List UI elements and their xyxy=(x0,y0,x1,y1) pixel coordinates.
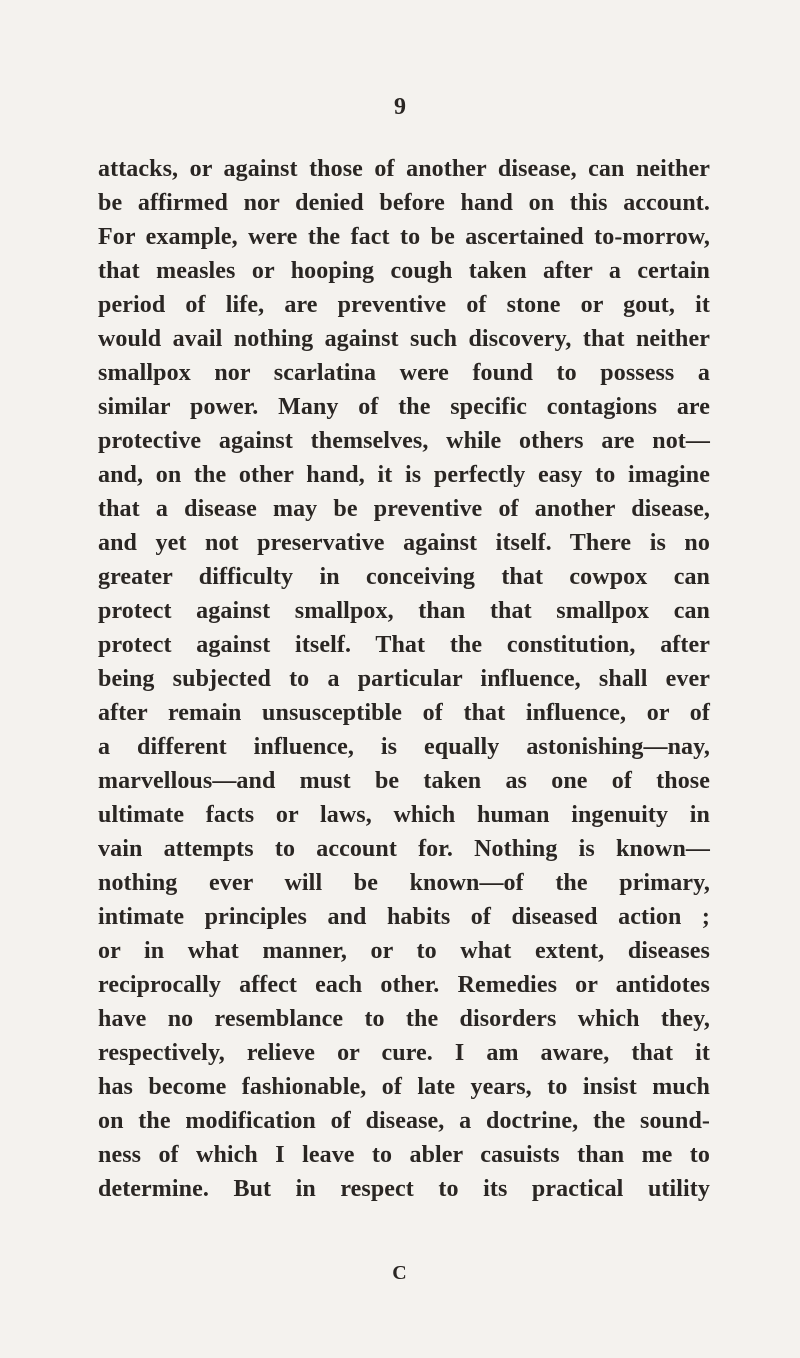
text-line: determine. But in respect to its practical utility xyxy=(98,1176,710,1202)
text-line: have no resemblance to the disorders which they, xyxy=(98,1006,710,1032)
page-number: 9 xyxy=(394,94,406,120)
body-text xyxy=(98,152,710,1206)
text-line: intimate principles and habits of diseased action ; xyxy=(98,904,710,930)
text-line: protect against smallpox, than that smallpox can xyxy=(98,598,710,624)
text-line: a different influence, is equally astonishing—nay, xyxy=(98,734,710,760)
text-line: protective against themselves, while others are not— xyxy=(98,428,710,454)
text-line: nothing ever will be known—of the primary, xyxy=(98,870,710,896)
text-line: marvellous—and must be taken as one of those xyxy=(98,768,710,794)
text-line: and, on the other hand, it is perfectly easy to imagine xyxy=(98,462,710,488)
text-line: similar power. Many of the specific contagions are xyxy=(98,394,710,420)
text-line: For example, were the fact to be ascertained to-morrow, xyxy=(98,224,710,250)
text-line: being subjected to a particular influence, shall ever xyxy=(98,666,710,692)
text-line: after remain unsusceptible of that influence, or of xyxy=(98,700,710,726)
text-line: and yet not preservative against itself. There is no xyxy=(98,530,710,556)
text-line: would avail nothing against such discovery, that neither xyxy=(98,326,710,352)
text-line: greater difficulty in conceiving that cowpox can xyxy=(98,564,710,590)
text-line: that measles or hooping cough taken after a certain xyxy=(98,258,710,284)
text-line: period of life, are preventive of stone or gout, it xyxy=(98,292,710,318)
text-line: vain attempts to account for. Nothing is known— xyxy=(98,836,710,862)
text-line: reciprocally affect each other. Remedies or antidotes xyxy=(98,972,710,998)
text-line: protect against itself. That the constitution, after xyxy=(98,632,710,658)
text-line: attacks, or against those of another disease, can neither xyxy=(98,156,710,182)
text-line: respectively, relieve or cure. I am aware, that it xyxy=(98,1040,710,1066)
text-line: that a disease may be preventive of another disease, xyxy=(98,496,710,522)
text-line: ness of which I leave to abler casuists than me to xyxy=(98,1142,710,1168)
text-line: smallpox nor scarlatina were found to possess a xyxy=(98,360,710,386)
text-line: on the modification of disease, a doctrine, the sound- xyxy=(98,1108,710,1134)
text-line: has become fashionable, of late years, to insist much xyxy=(98,1074,710,1100)
text-line: ultimate facts or laws, which human ingenuity in xyxy=(98,802,710,828)
text-line: be affirmed nor denied before hand on this account. xyxy=(98,190,710,216)
text-line: or in what manner, or to what extent, diseases xyxy=(98,938,710,964)
signature-mark: C xyxy=(392,1262,408,1284)
